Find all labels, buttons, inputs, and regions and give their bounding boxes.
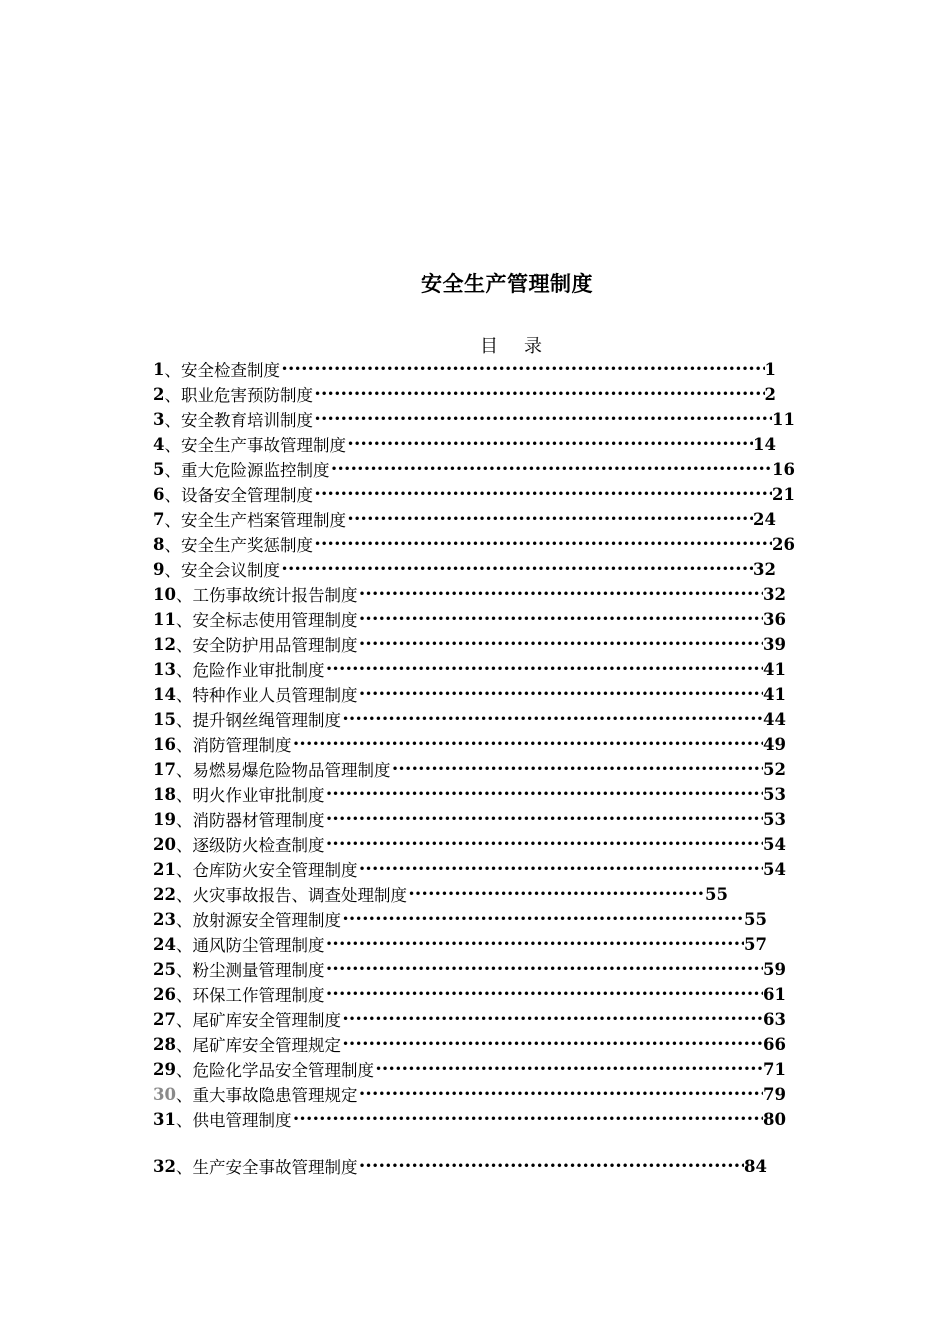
toc-entry-number: 20 bbox=[153, 834, 176, 854]
toc-entry-page-number: 21 bbox=[772, 484, 795, 504]
toc-dot-leader bbox=[357, 862, 763, 876]
toc-dot-leader bbox=[341, 1012, 763, 1026]
toc-entry[interactable] bbox=[153, 1007, 786, 1031]
document-title: 安全生产管理制度 bbox=[421, 272, 593, 296]
toc-entry[interactable] bbox=[153, 432, 776, 456]
toc-entry[interactable] bbox=[153, 1032, 786, 1056]
toc-entry[interactable] bbox=[153, 932, 767, 956]
toc-entry-separator: 、 bbox=[175, 986, 193, 1005]
toc-entry-separator: 、 bbox=[175, 786, 193, 805]
toc-entry-number: 9 bbox=[153, 559, 165, 579]
toc-entry-label: 重大事故隐患管理规定 bbox=[192, 1086, 358, 1105]
toc-entry[interactable] bbox=[153, 632, 786, 656]
toc-entry-separator: 、 bbox=[175, 936, 193, 955]
toc-entry-label: 环保工作管理制度 bbox=[192, 986, 325, 1005]
toc-dot-leader bbox=[390, 762, 763, 776]
toc-entry-label: 放射源安全管理制度 bbox=[192, 911, 341, 930]
toc-heading bbox=[0, 332, 950, 358]
toc-entry-separator: 、 bbox=[164, 386, 181, 405]
toc-entry[interactable] bbox=[153, 1154, 767, 1178]
toc-dot-leader bbox=[313, 412, 772, 426]
toc-entry-separator: 、 bbox=[164, 411, 181, 430]
toc-entry-page-number: 61 bbox=[763, 984, 786, 1004]
toc-entry-label: 消防管理制度 bbox=[192, 736, 292, 755]
toc-entry-number: 22 bbox=[153, 884, 176, 904]
toc-dot-leader bbox=[291, 1112, 763, 1126]
toc-entry-label: 通风防尘管理制度 bbox=[192, 936, 325, 955]
toc-entry-label: 易燃易爆危险物品管理制度 bbox=[192, 761, 391, 780]
toc-entry-separator: 、 bbox=[175, 736, 193, 755]
toc-entry-separator: 、 bbox=[164, 486, 181, 505]
toc-entry-separator: 、 bbox=[175, 1158, 193, 1177]
toc-entry[interactable] bbox=[153, 957, 786, 981]
toc-entry-page-number: 54 bbox=[763, 859, 786, 879]
toc-entry-page-number: 52 bbox=[763, 759, 786, 779]
toc-entry-label: 特种作业人员管理制度 bbox=[192, 686, 358, 705]
toc-dot-leader bbox=[329, 462, 772, 476]
toc-entry-separator: 、 bbox=[175, 811, 193, 830]
toc-entry-label: 工伤事故统计报告制度 bbox=[192, 586, 358, 605]
toc-entry-label: 火灾事故报告、调查处理制度 bbox=[192, 886, 407, 905]
toc-dot-leader bbox=[291, 737, 763, 751]
toc-entry[interactable] bbox=[153, 1057, 786, 1081]
toc-entry[interactable] bbox=[153, 657, 786, 681]
toc-entry[interactable] bbox=[153, 707, 786, 731]
toc-entry-label: 明火作业审批制度 bbox=[192, 786, 325, 805]
toc-entry-label: 安全生产奖惩制度 bbox=[180, 536, 313, 555]
toc-entry-label: 粉尘测量管理制度 bbox=[192, 961, 325, 980]
toc-entry-page-number: 2 bbox=[764, 384, 776, 404]
toc-entry-page-number: 41 bbox=[763, 684, 786, 704]
toc-entry-number: 25 bbox=[153, 959, 176, 979]
toc-dot-leader bbox=[407, 887, 705, 901]
toc-entry-separator: 、 bbox=[164, 361, 181, 380]
toc-entry-page-number: 53 bbox=[763, 809, 786, 829]
toc-entry-label: 供电管理制度 bbox=[192, 1111, 292, 1130]
toc-dot-leader bbox=[324, 987, 763, 1001]
toc-entry-page-number: 63 bbox=[763, 1009, 786, 1029]
toc-entry[interactable] bbox=[153, 607, 786, 631]
toc-entry-number: 2 bbox=[153, 384, 165, 404]
toc-entry-page-number: 55 bbox=[705, 884, 728, 904]
toc-entry-number: 12 bbox=[153, 634, 176, 654]
toc-dot-leader bbox=[313, 387, 765, 401]
toc-entry-page-number: 32 bbox=[763, 584, 786, 604]
toc-entry-separator: 、 bbox=[164, 461, 181, 480]
toc-dot-leader bbox=[324, 837, 763, 851]
toc-dot-leader bbox=[341, 1037, 763, 1051]
toc-entry[interactable] bbox=[153, 357, 776, 381]
toc-entry-separator: 、 bbox=[175, 711, 193, 730]
toc-dot-leader bbox=[324, 937, 744, 951]
toc-entry-number: 5 bbox=[153, 459, 165, 479]
toc-entry-page-number: 57 bbox=[744, 934, 767, 954]
toc-entry-number: 32 bbox=[153, 1156, 176, 1176]
toc-dot-leader bbox=[346, 512, 753, 526]
toc-dot-leader bbox=[280, 362, 765, 376]
toc-entry-label: 危险作业审批制度 bbox=[192, 661, 325, 680]
toc-entry-separator: 、 bbox=[175, 611, 193, 630]
toc-entry[interactable] bbox=[153, 807, 786, 831]
toc-entry[interactable] bbox=[153, 1107, 786, 1131]
toc-entry-separator: 、 bbox=[175, 886, 193, 905]
toc-entry-page-number: 24 bbox=[753, 509, 776, 529]
toc-entry-separator: 、 bbox=[164, 436, 181, 455]
toc-entry[interactable] bbox=[153, 732, 786, 756]
toc-entry-page-number: 54 bbox=[763, 834, 786, 854]
toc-entry-label: 设备安全管理制度 bbox=[180, 486, 313, 505]
toc-entry[interactable] bbox=[153, 982, 786, 1006]
toc-entry-separator: 、 bbox=[175, 761, 193, 780]
toc-dot-leader bbox=[324, 812, 763, 826]
toc-entry-label: 安全教育培训制度 bbox=[180, 411, 313, 430]
toc-entry[interactable] bbox=[153, 757, 786, 781]
toc-entry-label: 重大危险源监控制度 bbox=[180, 461, 330, 480]
toc-entry-label: 安全标志使用管理制度 bbox=[192, 611, 358, 630]
toc-entry[interactable] bbox=[153, 582, 786, 606]
toc-entry-page-number: 53 bbox=[763, 784, 786, 804]
toc-entry-separator: 、 bbox=[175, 686, 193, 705]
toc-entry[interactable] bbox=[153, 857, 786, 881]
toc-entry-separator: 、 bbox=[175, 1111, 193, 1130]
toc-entry-number: 26 bbox=[153, 984, 176, 1004]
toc-entry-number: 23 bbox=[153, 909, 176, 929]
toc-entry-page-number: 41 bbox=[763, 659, 786, 679]
toc-dot-leader bbox=[341, 912, 744, 926]
toc-entry[interactable] bbox=[153, 507, 776, 531]
toc-dot-leader bbox=[374, 1062, 763, 1076]
toc-entry-separator: 、 bbox=[175, 1011, 193, 1030]
toc-dot-leader bbox=[324, 962, 763, 976]
toc-entry-number: 19 bbox=[153, 809, 176, 829]
toc-entry-separator: 、 bbox=[164, 561, 181, 580]
toc-dot-leader bbox=[357, 1087, 763, 1101]
toc-entry-page-number: 49 bbox=[763, 734, 786, 754]
toc-entry-page-number: 39 bbox=[763, 634, 786, 654]
toc-entry[interactable] bbox=[153, 482, 795, 506]
toc-entry-number: 28 bbox=[153, 1034, 176, 1054]
toc-entry-page-number: 84 bbox=[744, 1156, 767, 1176]
toc-entry-number: 31 bbox=[153, 1109, 176, 1129]
toc-entry[interactable] bbox=[153, 832, 786, 856]
toc-entry-page-number: 71 bbox=[763, 1059, 786, 1079]
toc-entry-page-number: 59 bbox=[763, 959, 786, 979]
toc-entry-number: 16 bbox=[153, 734, 176, 754]
toc-entry[interactable] bbox=[153, 682, 786, 706]
toc-entry-number: 21 bbox=[153, 859, 176, 879]
toc-entry[interactable] bbox=[153, 882, 728, 906]
toc-entry-label: 尾矿库安全管理规定 bbox=[192, 1036, 341, 1055]
toc-dot-leader bbox=[280, 562, 753, 576]
toc-entry-label: 消防器材管理制度 bbox=[192, 811, 325, 830]
toc-entry-number: 1 bbox=[153, 359, 165, 379]
toc-entry-separator: 、 bbox=[175, 1061, 193, 1080]
toc-entry-page-number: 66 bbox=[763, 1034, 786, 1054]
toc-dot-leader bbox=[346, 437, 753, 451]
toc-entry-label: 提升钢丝绳管理制度 bbox=[192, 711, 341, 730]
toc-dot-leader bbox=[324, 662, 763, 676]
toc-entry[interactable] bbox=[153, 557, 776, 581]
toc-dot-leader bbox=[357, 1159, 744, 1173]
toc-entry-page-number: 1 bbox=[764, 359, 776, 379]
toc-entry-separator: 、 bbox=[164, 536, 181, 555]
toc-entry-label: 职业危害预防制度 bbox=[180, 386, 313, 405]
toc-entry-number: 24 bbox=[153, 934, 176, 954]
toc-entry-page-number: 36 bbox=[763, 609, 786, 629]
toc-entry-separator: 、 bbox=[164, 511, 181, 530]
toc-entry-separator: 、 bbox=[175, 661, 193, 680]
toc-entry-page-number: 32 bbox=[753, 559, 776, 579]
toc-entry-label: 危险化学品安全管理制度 bbox=[192, 1061, 374, 1080]
toc-entry-number: 4 bbox=[153, 434, 165, 454]
toc-dot-leader bbox=[357, 637, 763, 651]
toc-entry-label: 仓库防火安全管理制度 bbox=[192, 861, 358, 880]
toc-entry-separator: 、 bbox=[175, 961, 193, 980]
toc-entry-number: 29 bbox=[153, 1059, 176, 1079]
toc-entry[interactable] bbox=[153, 532, 795, 556]
toc-entry[interactable] bbox=[153, 457, 795, 481]
toc-entry-page-number: 16 bbox=[772, 459, 795, 479]
toc-entry-number: 11 bbox=[153, 609, 176, 629]
toc-entry-page-number: 26 bbox=[772, 534, 795, 554]
toc-dot-leader bbox=[324, 787, 763, 801]
toc-entry[interactable] bbox=[153, 907, 767, 931]
toc-entry-label: 安全会议制度 bbox=[180, 561, 280, 580]
toc-entry-number: 13 bbox=[153, 659, 176, 679]
toc-entry-number: 7 bbox=[153, 509, 165, 529]
toc-entry-separator: 、 bbox=[175, 911, 193, 930]
toc-dot-leader bbox=[313, 537, 772, 551]
toc-entry-number: 6 bbox=[153, 484, 165, 504]
toc-entry-number: 27 bbox=[153, 1009, 176, 1029]
toc-dot-leader bbox=[313, 487, 772, 501]
toc-entry-separator: 、 bbox=[175, 1036, 193, 1055]
toc-entry-label: 安全检查制度 bbox=[180, 361, 280, 380]
toc-entry-label: 安全生产事故管理制度 bbox=[180, 436, 346, 455]
toc-entry-page-number: 55 bbox=[744, 909, 767, 929]
toc-dot-leader bbox=[357, 587, 763, 601]
toc-entry-number: 17 bbox=[153, 759, 176, 779]
toc-entry-separator: 、 bbox=[175, 636, 193, 655]
toc-dot-leader bbox=[357, 687, 763, 701]
toc-dot-leader bbox=[341, 712, 763, 726]
toc-entry-number: 14 bbox=[153, 684, 176, 704]
toc-entry[interactable] bbox=[153, 1082, 786, 1106]
toc-entry[interactable] bbox=[153, 407, 795, 431]
toc-entry-label: 安全生产档案管理制度 bbox=[180, 511, 346, 530]
toc-entry-number: 8 bbox=[153, 534, 165, 554]
toc-entry-number: 30 bbox=[153, 1084, 176, 1104]
toc-entry[interactable] bbox=[153, 782, 786, 806]
toc-dot-leader bbox=[357, 612, 763, 626]
toc-entry-page-number: 79 bbox=[763, 1084, 786, 1104]
toc-entry-number: 15 bbox=[153, 709, 176, 729]
toc-entry-separator: 、 bbox=[175, 1086, 193, 1105]
toc-entry[interactable] bbox=[153, 382, 776, 406]
toc-entry-label: 生产安全事故管理制度 bbox=[192, 1158, 358, 1177]
toc-heading-char-1: 目 bbox=[480, 336, 498, 357]
toc-heading-char-2: 录 bbox=[524, 336, 542, 357]
toc-entry-separator: 、 bbox=[175, 586, 193, 605]
toc-entry-page-number: 44 bbox=[763, 709, 786, 729]
toc-entry-number: 10 bbox=[153, 584, 176, 604]
toc-entry-label: 逐级防火检查制度 bbox=[192, 836, 325, 855]
toc-entry-label: 尾矿库安全管理制度 bbox=[192, 1011, 341, 1030]
toc-entry-label: 安全防护用品管理制度 bbox=[192, 636, 358, 655]
toc-entry-number: 18 bbox=[153, 784, 176, 804]
toc-entry-page-number: 80 bbox=[763, 1109, 786, 1129]
toc-entry-number: 3 bbox=[153, 409, 165, 429]
toc-entry-page-number: 11 bbox=[772, 409, 795, 429]
toc-entry-page-number: 14 bbox=[753, 434, 776, 454]
toc-entry-separator: 、 bbox=[175, 836, 193, 855]
toc-entry-separator: 、 bbox=[175, 861, 193, 880]
